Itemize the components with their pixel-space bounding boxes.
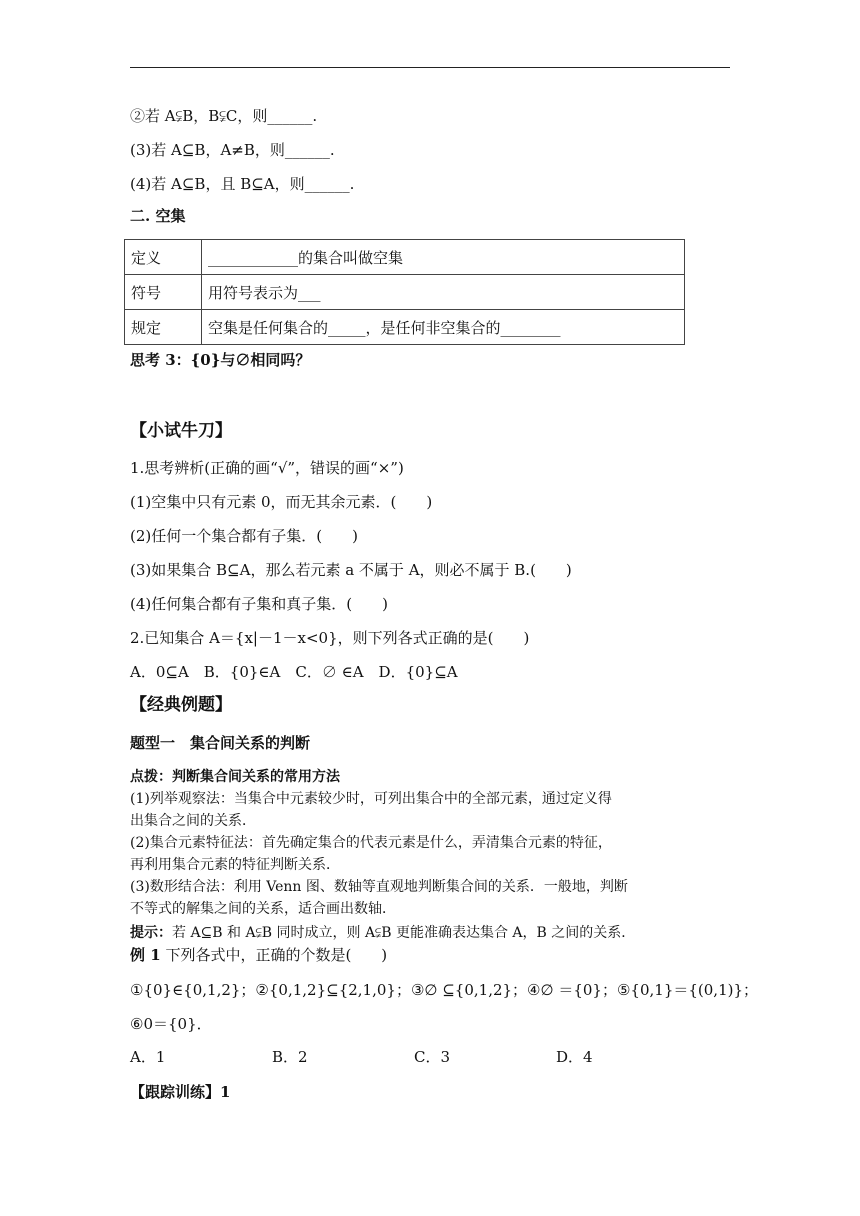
tip-line: 出集合之间的关系． bbox=[130, 813, 256, 829]
table-key: 符号 bbox=[125, 275, 202, 310]
think-question: 思考 3：{0}与∅相同吗？ bbox=[130, 351, 311, 369]
tip-line: 不等式的解集之间的关系，适合画出数轴． bbox=[130, 901, 396, 917]
text-line: (3)若 A⊆B，A≠B，则______. bbox=[130, 141, 335, 159]
table-row bbox=[125, 310, 685, 345]
hint-label: 提示： bbox=[130, 925, 172, 941]
tip-line: 再利用集合元素的特征判断关系． bbox=[130, 857, 340, 873]
table-row bbox=[125, 240, 685, 275]
question-2-options: A．0⊆A B．{0}∈A C．∅ ∈A D．{0}⊆A bbox=[130, 663, 458, 681]
table-key: 规定 bbox=[125, 310, 202, 345]
section-heading: 二. 空集 bbox=[130, 207, 186, 225]
example-options bbox=[130, 1047, 593, 1067]
option-d: D．4 bbox=[556, 1048, 593, 1066]
tracking-heading: 【跟踪训练】1 bbox=[130, 1083, 231, 1101]
example-items: ①{0}∈{0,1,2}；②{0,1,2}⊆{2,1,0}；③∅ ⊆{0,1,2}；④∅ ＝{0}；⑤{0,1}＝{(0,1)}； bbox=[130, 981, 759, 999]
table-value: ____________的集合叫做空集 bbox=[202, 240, 685, 275]
practice-heading: 【小试牛刀】 bbox=[130, 421, 232, 441]
table-key: 定义 bbox=[125, 240, 202, 275]
question-2: 2.已知集合 A＝{x|－1－x<0}，则下列各式正确的是( ) bbox=[130, 629, 530, 647]
option-a: A．1 bbox=[130, 1048, 166, 1066]
header-rule bbox=[130, 67, 730, 68]
question-1-item: (2)任何一个集合都有子集．( ) bbox=[130, 527, 358, 545]
table-value: 用符号表示为___ bbox=[202, 275, 685, 310]
option-b: B．2 bbox=[272, 1048, 308, 1066]
text-line: (4)若 A⊆B，且 B⊆A，则______. bbox=[130, 175, 355, 193]
table-row bbox=[125, 275, 685, 310]
tip-title: 点拨：判断集合间关系的常用方法 bbox=[130, 769, 340, 785]
example-text: 下列各式中，正确的个数是( ) bbox=[160, 946, 388, 964]
example-1 bbox=[130, 945, 387, 965]
question-1-item: (1)空集中只有元素 0，而无其余元素．( ) bbox=[130, 493, 433, 511]
table-value: 空集是任何集合的_____，是任何非空集合的________ bbox=[202, 310, 685, 345]
example-label: 例 1 bbox=[130, 946, 161, 964]
question-1: 1.思考辨析(正确的画“√”，错误的画“×”) bbox=[130, 459, 404, 477]
tip-line: (2)集合元素特征法：首先确定集合的代表元素是什么，弄清集合元素的特征， bbox=[130, 835, 612, 851]
empty-set-table bbox=[124, 239, 685, 345]
type-heading: 题型一 集合间关系的判断 bbox=[130, 734, 311, 752]
hint-line bbox=[130, 923, 635, 943]
classic-heading: 【经典例题】 bbox=[130, 695, 232, 715]
tip-line: (1)列举观察法：当集合中元素较少时，可列出集合中的全部元素，通过定义得 bbox=[130, 791, 612, 807]
hint-text: 若 A⊆B 和 A⫋B 同时成立，则 A⫋B 更能准确表达集合 A，B 之间的关系． bbox=[172, 925, 636, 941]
question-1-item: (4)任何集合都有子集和真子集．( ) bbox=[130, 595, 388, 613]
text-line: ②若 A⫋B，B⫋C，则______. bbox=[130, 107, 318, 125]
tip-line: (3)数形结合法：利用 Venn 图、数轴等直观地判断集合间的关系．一般地，判断 bbox=[130, 879, 628, 895]
option-c: C．3 bbox=[414, 1048, 451, 1066]
example-items: ⑥0＝{0}． bbox=[130, 1015, 212, 1033]
question-1-item: (3)如果集合 B⊆A，那么若元素 a 不属于 A，则必不属于 B.( ) bbox=[130, 561, 572, 579]
